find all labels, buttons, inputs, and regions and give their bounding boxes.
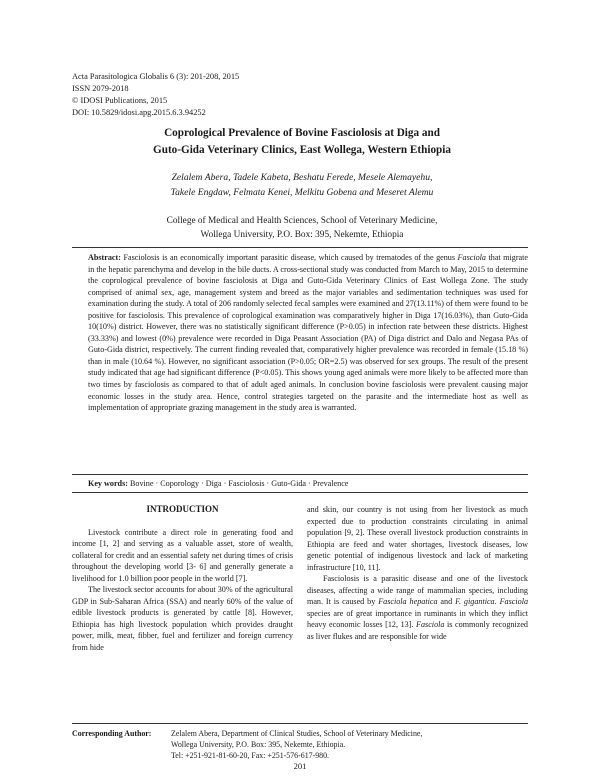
corresponding-details [171, 728, 551, 761]
authors-line-1: Zelalem Abera, Tadele Kabeta, Beshatu Ferede, Mesele Alemayehu, [171, 172, 433, 183]
body-column-right [307, 504, 528, 642]
para4-text-e: is commonly recognized as liver flukes and are responsible for wide [307, 620, 528, 641]
abstract-bottom-rule [72, 474, 528, 475]
footer-rule [72, 723, 528, 724]
intro-paragraph-4 [307, 573, 528, 642]
abstract-genus: Fasciola [457, 253, 486, 262]
keywords-label: Key words: [88, 479, 128, 488]
keywords-text: Bovine · Coporology · Diga · Fasciolosis · Guto-Gida · Prevalence [127, 479, 349, 488]
corresponding-line-3: Tel: +251-921-81-60-20, Fax: +251-576-617-980. [171, 751, 330, 760]
body-column-left [72, 504, 293, 653]
journal-citation: Acta Parasitologica Globalis 6 (3): 201-208, 2015 [72, 72, 240, 81]
author-list [70, 170, 534, 200]
title-line-2: Guto-Gida Veterinary Clinics, East Wollega, Western Ethiopia [153, 144, 451, 156]
genus-fasciola-2: Fasciola [499, 597, 529, 606]
abstract-label: Abstract: [88, 253, 121, 262]
affiliation [70, 214, 534, 242]
abstract [88, 252, 528, 414]
species-hepatica: Fasciola hepatica [378, 597, 438, 606]
title-line-1: Coprological Prevalence of Bovine Fasciolosis at Diga and [164, 127, 440, 139]
article-title [70, 125, 534, 159]
doi: DOI: 10.5829/idosi.apg.2015.6.3.94252 [72, 108, 206, 117]
issn: ISSN 2079-2018 [72, 84, 129, 93]
abstract-text-2: that migrate in the hepatic parenchyma and develop in the bile ducts. A cross-sectional study was conducted from March to May, 2015 to determine the coprological prevalence of bovine fasciolosis at Diga and Guto-Gida Veterinary Clinics of East Wollega Zone. The study comprised of animal sex, age, management system and breed as the major variables and sedimentation techniques was used for examination during the study. A total of 206 randomly selected fecal samples were examined and 27(13.11%) of them were found to be positive for fasciolosis. This prevalence of coprological examination was comparatively higher in Diga 17(16.03%), than Guto-Gida 10(10%) district. However, there was no statistically significant difference (P>0.05) in infection rate between these districts. Highest (33.33%) and lowest (0%) prevalence were recorded in Diga Peasant Association (PA) of Diga district and Dalo and Negasa PAs of Guto-Gida district, respectively. The current finding revealed that, comparatively higher prevalence was recorded in female (15.18 %) than in male (10.64 %). However, no significant association (P>0.05; OR=2.5) was observed for sex groups. The result of the present study indicated that age had significant difference (P<0.05). This shows young aged animals were more likely to be affected more than two times by fasciolosis as compared to that of adult aged animals. In conclusion bovine fasciolosis were prevalent causing major economic losses in the study area. Hence, control strategies targeted on the parasite and the intermediate host as well as implementation of appropriate grazing management in the study area is warranted. [88, 253, 528, 413]
abstract-top-rule [72, 247, 528, 248]
abstract-text-1: Fasciolosis is an economically important parasitic disease, which caused by trematodes of the genus [120, 253, 458, 262]
journal-header [72, 71, 239, 119]
genus-fasciola-3: Fasciola [416, 620, 445, 629]
intro-paragraph-3: and skin, our country is not using from her livestock as much expected due to production constraints circulating in animal population [9, 2]. These overall livestock production constraints in Ethiopia are feed and water shortages, livestock diseases, low genetic potential of indigenous livestock and lack of marketing infrastructure [10, 11]. [307, 505, 528, 572]
publisher: © IDOSI Publications, 2015 [72, 96, 168, 105]
corresponding-line-2: Wollega University, P.O. Box: 395, Nekemte, Ethiopia. [171, 740, 346, 749]
para4-text-b: and [437, 597, 456, 606]
para4-text-a: Fasciolosis is a parasitic disease and one of the livestock diseases, affecting a wide range of mammalian species, including man. It is caused by [307, 574, 528, 606]
section-heading-introduction: INTRODUCTION [146, 504, 219, 514]
corresponding-label: Corresponding Author: [72, 729, 152, 738]
para4-text-c: . [494, 597, 500, 606]
authors-line-2: Takele Engdaw, Felmata Kenei, Melkitu Gobena and Meseret Alemu [170, 187, 434, 198]
species-gigantica: F. gigantica [455, 597, 495, 606]
intro-paragraph-1: Livestock contribute a direct role in generating food and income [1, 2] and serving as a valuable asset, store of wealth, collateral for credit and an essential safety net during times of crisis throughout the developing world [3- 6] and generally generate a livelihood for 1.0 billion poor people in the world [7]. [72, 527, 293, 583]
affiliation-line-2: Wollega University, P.O. Box: 395, Nekemte, Ethiopia [200, 230, 404, 240]
para4-text-d: species are of great importance in ruminants in which they inflict heavy economic losses [12, 13]. [307, 608, 528, 629]
keywords-rule [72, 492, 528, 493]
corresponding-line-1: Zelalem Abera, Department of Clinical Studies, School of Veterinary Medicine, [171, 729, 423, 738]
intro-paragraph-2: The livestock sector accounts for about 30% of the agricultural GDP in Sub-Saharan Africa (SSA) and nearly 60% of the value of edible livestock products is generated by cattle [8]. However, Ethiopia has high livestock population which provides draught power, milk, meat, fibber, fuel and fertilizer and foreign currency from hide [72, 585, 293, 652]
keywords [88, 478, 528, 490]
affiliation-line-1: College of Medical and Health Sciences, School of Veterinary Medicine, [166, 216, 438, 226]
page-number: 201 [293, 761, 307, 771]
